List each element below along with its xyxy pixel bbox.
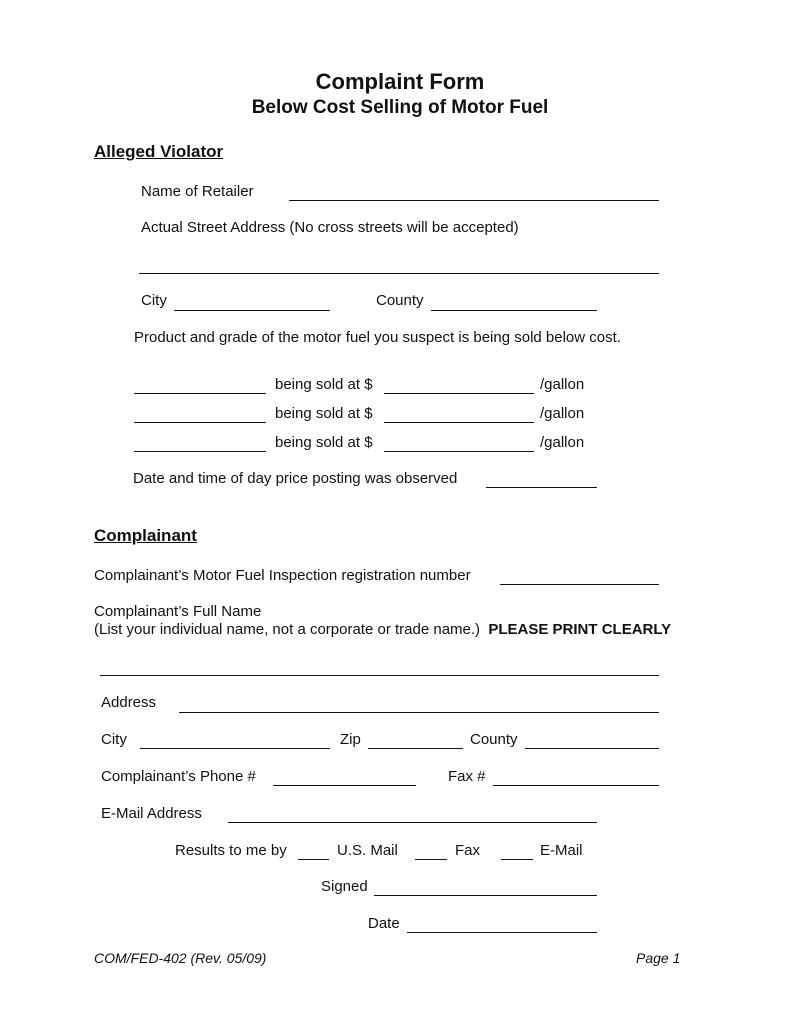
fax-label: Fax # xyxy=(448,768,486,785)
full-name-label: Complainant’s Full Name xyxy=(94,603,262,620)
fuel-grade-field[interactable] xyxy=(134,422,266,423)
price-field[interactable] xyxy=(384,451,534,452)
signed-label: Signed xyxy=(321,878,368,895)
retailer-name-field[interactable] xyxy=(289,200,659,201)
print-clearly-note: PLEASE PRINT CLEARLY xyxy=(488,621,672,638)
per-gallon-label: /gallon xyxy=(540,434,585,451)
registration-number-field[interactable] xyxy=(500,584,659,585)
sold-at-label: being sold at $ xyxy=(275,376,373,393)
retailer-name-label: Name of Retailer xyxy=(141,183,254,200)
form-title: Complaint Form xyxy=(315,69,485,94)
fax-field[interactable] xyxy=(493,785,659,786)
per-gallon-label: /gallon xyxy=(540,405,585,422)
complainant-heading: Complainant xyxy=(94,526,197,545)
results-email-label: E-Mail xyxy=(540,842,583,859)
sold-at-label: being sold at $ xyxy=(275,434,373,451)
signature-field[interactable] xyxy=(374,895,597,896)
name-instruction xyxy=(94,621,671,638)
product-prompt: Product and grade of the motor fuel you suspect is being sold below cost. xyxy=(134,329,621,346)
date-field[interactable] xyxy=(407,932,597,933)
price-field[interactable] xyxy=(384,422,534,423)
phone-field[interactable] xyxy=(273,785,416,786)
violator-city-field[interactable] xyxy=(174,310,330,311)
email-field[interactable] xyxy=(228,822,597,823)
street-address-field[interactable] xyxy=(139,273,659,274)
results-mail-checkbox[interactable] xyxy=(298,859,329,860)
complainant-zip-field[interactable] xyxy=(368,748,463,749)
name-instruction-text: (List your individual name, not a corporate or trade name.) xyxy=(94,621,481,638)
form-code: COM/FED-402 (Rev. 05/09) xyxy=(94,950,267,966)
results-fax-checkbox[interactable] xyxy=(415,859,447,860)
sold-at-label: being sold at $ xyxy=(275,405,373,422)
per-gallon-label: /gallon xyxy=(540,376,585,393)
alleged-violator-heading: Alleged Violator xyxy=(94,142,224,161)
complainant-city-field[interactable] xyxy=(140,748,330,749)
full-name-field[interactable] xyxy=(100,675,659,676)
date-time-observed-label: Date and time of day price posting was observed xyxy=(133,470,458,487)
price-field[interactable] xyxy=(384,393,534,394)
street-address-label: Actual Street Address (No cross streets will be accepted) xyxy=(141,219,519,236)
results-fax-label: Fax xyxy=(455,842,481,859)
complainant-zip-label: Zip xyxy=(340,731,361,748)
fuel-grade-field[interactable] xyxy=(134,393,266,394)
complainant-address-label: Address xyxy=(101,694,157,711)
violator-county-label: County xyxy=(376,292,424,309)
page-number: Page 1 xyxy=(636,950,681,966)
date-time-observed-field[interactable] xyxy=(486,487,597,488)
results-mail-label: U.S. Mail xyxy=(337,842,398,859)
complainant-address-field[interactable] xyxy=(179,712,659,713)
results-by-label: Results to me by xyxy=(175,842,287,859)
complainant-county-field[interactable] xyxy=(525,748,659,749)
phone-label: Complainant’s Phone # xyxy=(101,768,256,785)
email-label: E-Mail Address xyxy=(101,805,202,822)
complainant-city-label: City xyxy=(101,731,127,748)
violator-city-label: City xyxy=(141,292,167,309)
violator-county-field[interactable] xyxy=(431,310,597,311)
complainant-county-label: County xyxy=(470,731,518,748)
form-subtitle: Below Cost Selling of Motor Fuel xyxy=(251,97,549,118)
registration-number-label: Complainant’s Motor Fuel Inspection registration number xyxy=(94,567,471,584)
fuel-grade-field[interactable] xyxy=(134,451,266,452)
date-label: Date xyxy=(368,915,400,932)
results-email-checkbox[interactable] xyxy=(501,859,533,860)
